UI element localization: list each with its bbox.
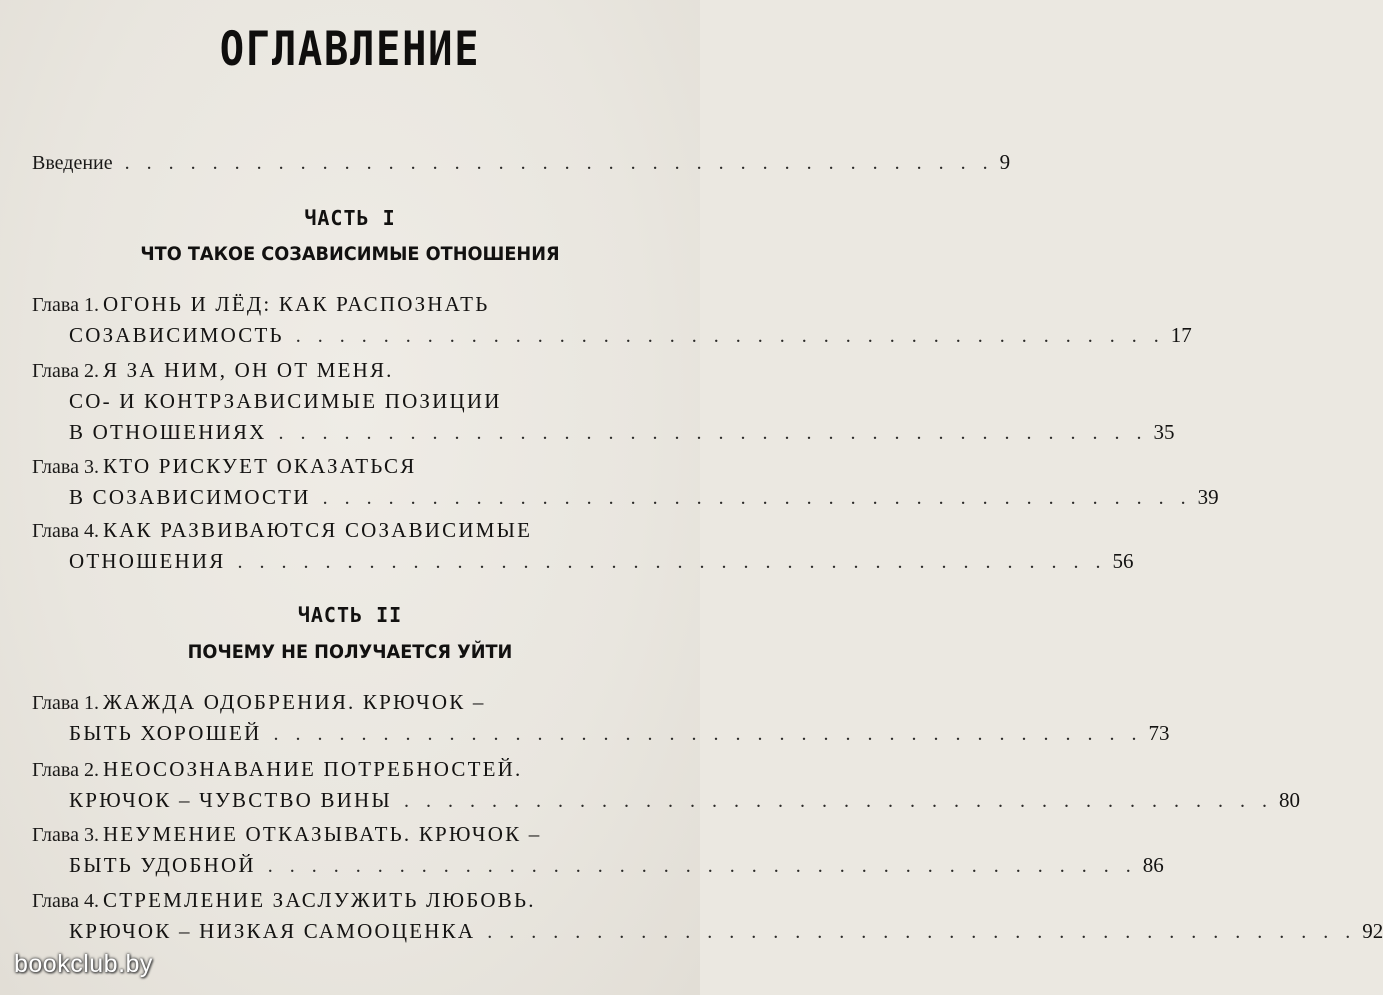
chapter-title-line: БЫТЬ УДОБНОЙ bbox=[69, 853, 256, 877]
chapter-number: Глава 2. bbox=[32, 360, 99, 382]
page-number: 86 bbox=[1142, 853, 1164, 877]
chapter-title-line: ОГОНЬ И ЛЁД: КАК РАСПОЗНАТЬ bbox=[102, 292, 490, 316]
chapter-title-line: В СОЗАВИСИМОСТИ bbox=[69, 485, 311, 509]
chapter-title-line: ЖАЖДА ОДОБРЕНИЯ. КРЮЧОК – bbox=[102, 690, 486, 714]
dot-leader: . . . . . . . . . . . . . . . . . . . . . . . . . . . . . . . . . . . . . . . . bbox=[273, 723, 1143, 745]
chapter-title-line: ОТНОШЕНИЯ bbox=[69, 549, 226, 573]
chapter-title-line: КРЮЧОК – НИЗКАЯ САМООЦЕНКА bbox=[69, 919, 476, 943]
part-title: ЧАСТЬ II bbox=[297, 603, 403, 627]
chapter-number: Глава 4. bbox=[32, 890, 99, 912]
watermark-logo: bookclub.by bbox=[14, 950, 153, 978]
chapter-title-line: КАК РАЗВИВАЮТСЯ СОЗАВИСИМЫЕ bbox=[102, 518, 533, 542]
chapter-number: Глава 2. bbox=[32, 759, 99, 781]
chapter-title-line: НЕУМЕНИЕ ОТКАЗЫВАТЬ. КРЮЧОК – bbox=[102, 822, 542, 846]
chapter-title-line: Я ЗА НИМ, ОН ОТ МЕНЯ. bbox=[102, 358, 394, 382]
page-number: 17 bbox=[1170, 323, 1192, 347]
dot-leader: . . . . . . . . . . . . . . . . . . . . . . . . . . . . . . . . . . . . . . . . bbox=[237, 551, 1107, 573]
chapter-title-line: СО- И КОНТРЗАВИСИМЫЕ ПОЗИЦИИ bbox=[69, 389, 502, 413]
page-number: 80 bbox=[1278, 788, 1300, 812]
chapter-number: Глава 4. bbox=[32, 520, 99, 542]
toc-entry-intro bbox=[32, 150, 1011, 180]
part-title: ЧАСТЬ I bbox=[304, 206, 396, 230]
dot-leader: . . . . . . . . . . . . . . . . . . . . . . . . . . . . . . . . . . . . . . . . bbox=[278, 422, 1148, 444]
page-number: 73 bbox=[1148, 721, 1170, 745]
toc-entry-chapter bbox=[32, 454, 1219, 509]
dot-leader: . . . . . . . . . . . . . . . . . . . . . . . . . . . . . . . . . . . . . . . . bbox=[124, 152, 994, 174]
page-number: 9 bbox=[999, 150, 1011, 174]
dot-leader: . . . . . . . . . . . . . . . . . . . . . . . . . . . . . . . . . . . . . . . . bbox=[322, 487, 1192, 509]
chapter-title-line: КРЮЧОК – ЧУВСТВО ВИНЫ bbox=[69, 788, 392, 812]
chapter-title-line: В ОТНОШЕНИЯХ bbox=[69, 420, 267, 444]
toc-entry-chapter bbox=[32, 518, 1134, 573]
chapter-number: Глава 1. bbox=[32, 294, 99, 316]
dot-leader: . . . . . . . . . . . . . . . . . . . . . . . . . . . . . . . . . . . . . . . . bbox=[295, 325, 1165, 347]
chapter-title-line: СТРЕМЛЕНИЕ ЗАСЛУЖИТЬ ЛЮБОВЬ. bbox=[102, 888, 536, 912]
page-number: 39 bbox=[1197, 485, 1219, 509]
toc-entry-chapter bbox=[32, 757, 1300, 812]
chapter-number: Глава 3. bbox=[32, 824, 99, 846]
part-subtitle: ЧТО ТАКОЕ СОЗАВИСИМЫЕ ОТНОШЕНИЯ bbox=[140, 243, 560, 265]
toc-entry-chapter bbox=[32, 358, 1175, 444]
toc-entry-chapter bbox=[32, 822, 1164, 877]
toc-entry-chapter bbox=[32, 888, 1383, 943]
dot-leader: . . . . . . . . . . . . . . . . . . . . . . . . . . . . . . . . . . . . . . . . bbox=[267, 855, 1137, 877]
page-number: 92 bbox=[1362, 919, 1383, 943]
chapter-title-line: БЫТЬ ХОРОШЕЙ bbox=[69, 721, 262, 745]
page-number: 35 bbox=[1153, 420, 1175, 444]
chapter-number: Глава 3. bbox=[32, 456, 99, 478]
intro-label: Введение bbox=[32, 152, 113, 174]
toc-entry-chapter bbox=[32, 690, 1170, 745]
chapter-number: Глава 1. bbox=[32, 692, 99, 714]
toc-entry-chapter bbox=[32, 292, 1192, 347]
page-title: ОГЛАВЛЕНИЕ bbox=[219, 22, 481, 77]
dot-leader: . . . . . . . . . . . . . . . . . . . . . . . . . . . . . . . . . . . . . . . . bbox=[487, 921, 1357, 943]
chapter-title-line: КТО РИСКУЕТ ОКАЗАТЬСЯ bbox=[102, 454, 417, 478]
chapter-title-line: СОЗАВИСИМОСТЬ bbox=[69, 323, 284, 347]
dot-leader: . . . . . . . . . . . . . . . . . . . . . . . . . . . . . . . . . . . . . . . . bbox=[403, 790, 1273, 812]
chapter-title-line: НЕОСОЗНАВАНИЕ ПОТРЕБНОСТЕЙ. bbox=[102, 757, 523, 781]
part-subtitle: ПОЧЕМУ НЕ ПОЛУЧАЕТСЯ УЙТИ bbox=[187, 641, 513, 663]
page-number: 56 bbox=[1112, 549, 1134, 573]
